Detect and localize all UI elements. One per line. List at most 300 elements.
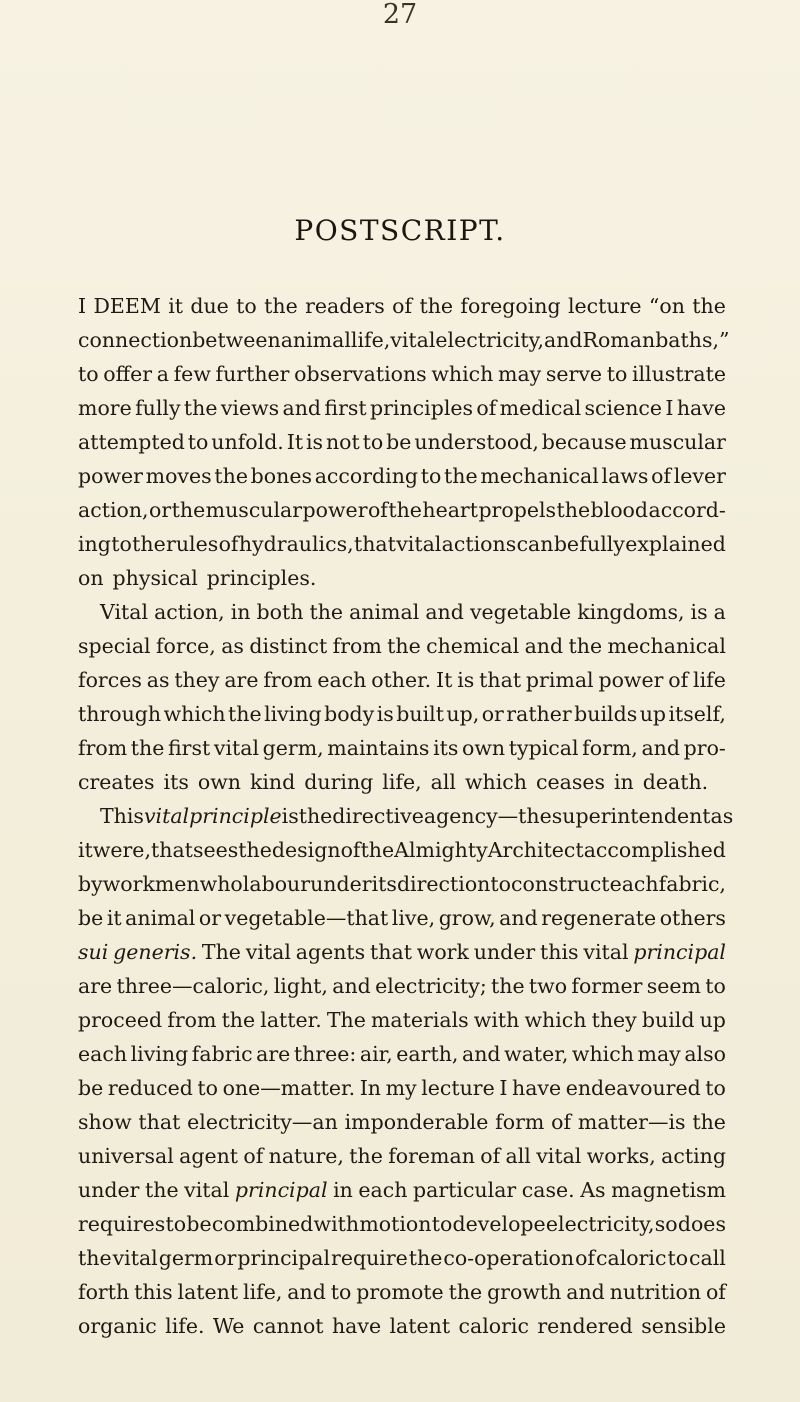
word: up, bbox=[446, 702, 480, 726]
word: of bbox=[476, 396, 497, 420]
word: It bbox=[436, 668, 453, 692]
word: the bbox=[264, 294, 298, 318]
word: explained bbox=[625, 532, 726, 556]
word: its bbox=[433, 736, 459, 760]
word: I bbox=[78, 294, 87, 318]
word: We bbox=[212, 1314, 245, 1338]
text-line bbox=[78, 289, 726, 323]
body-text bbox=[78, 289, 734, 1343]
word: work bbox=[416, 940, 469, 964]
word: laws bbox=[601, 464, 649, 488]
word: each bbox=[609, 872, 659, 896]
text-line bbox=[78, 357, 726, 391]
word: both bbox=[256, 600, 304, 624]
word: with bbox=[473, 1008, 520, 1032]
word: vital bbox=[112, 1246, 158, 1270]
word: life, bbox=[382, 770, 422, 794]
word: each bbox=[317, 668, 367, 692]
word: creates bbox=[78, 770, 155, 794]
text-line bbox=[78, 867, 726, 901]
word: hydraulics, bbox=[238, 532, 354, 556]
word: which bbox=[464, 770, 527, 794]
word: according bbox=[314, 464, 419, 488]
word: generis. bbox=[113, 940, 198, 964]
word: of bbox=[575, 1246, 595, 1270]
word: works, bbox=[586, 1144, 656, 1168]
word: its bbox=[163, 770, 189, 794]
text-line bbox=[78, 391, 726, 425]
word: latent bbox=[389, 1314, 451, 1338]
word: few bbox=[173, 362, 211, 386]
word: the bbox=[171, 498, 206, 522]
word: The bbox=[201, 940, 241, 964]
text-line bbox=[78, 663, 726, 697]
word: that bbox=[479, 668, 522, 692]
word: other. bbox=[371, 668, 432, 692]
word: may bbox=[637, 1042, 681, 1066]
word: own bbox=[197, 770, 241, 794]
word: it bbox=[78, 838, 93, 862]
word: to bbox=[667, 1246, 689, 1270]
word: or bbox=[481, 702, 504, 726]
word: the bbox=[388, 498, 422, 522]
word: magnetism bbox=[611, 1178, 726, 1202]
word: the bbox=[238, 838, 272, 862]
word: between bbox=[192, 328, 281, 352]
word: to bbox=[705, 974, 726, 998]
text-line bbox=[78, 459, 726, 493]
word: Almighty bbox=[394, 838, 488, 862]
word: and bbox=[543, 328, 583, 352]
word: nature, bbox=[268, 1144, 344, 1168]
word: principal bbox=[237, 1246, 331, 1270]
word: workmen bbox=[102, 872, 200, 896]
word: each bbox=[78, 1042, 128, 1066]
word: of bbox=[551, 1110, 572, 1134]
word: blood bbox=[590, 498, 649, 522]
text-line bbox=[78, 697, 726, 731]
word: principal bbox=[234, 1178, 328, 1202]
word: that bbox=[370, 940, 412, 964]
word: illustrate bbox=[631, 362, 726, 386]
word: living bbox=[264, 702, 322, 726]
word: be bbox=[186, 1212, 212, 1236]
word: accord- bbox=[648, 498, 726, 522]
word: more bbox=[78, 396, 132, 420]
text-line bbox=[78, 425, 726, 459]
word: vital bbox=[390, 328, 436, 352]
word: the bbox=[692, 1110, 726, 1134]
word: attempted bbox=[78, 430, 185, 454]
word: require bbox=[331, 1246, 408, 1270]
word: electricity, bbox=[435, 328, 544, 352]
word: forth bbox=[78, 1280, 130, 1304]
word: design bbox=[271, 838, 341, 862]
word: materials bbox=[370, 1008, 469, 1032]
word: ceases bbox=[535, 770, 605, 794]
word: kingdoms, bbox=[577, 600, 685, 624]
word: the bbox=[214, 464, 248, 488]
word: fully bbox=[579, 532, 625, 556]
word: be bbox=[78, 906, 104, 930]
word: vital bbox=[213, 736, 260, 760]
word: animal bbox=[349, 600, 420, 624]
word: moves bbox=[145, 464, 212, 488]
word: of bbox=[218, 532, 239, 556]
word: directive bbox=[332, 804, 424, 828]
word: and bbox=[282, 396, 322, 420]
word: from bbox=[78, 736, 128, 760]
word: organic bbox=[78, 1314, 157, 1338]
word: fully bbox=[135, 396, 181, 420]
word: they bbox=[591, 1008, 637, 1032]
word: be bbox=[386, 430, 412, 454]
word: to bbox=[606, 362, 628, 386]
text-line bbox=[78, 323, 730, 357]
word: agent bbox=[179, 1144, 239, 1168]
word: it bbox=[168, 294, 183, 318]
word: itself, bbox=[668, 702, 726, 726]
word: animal bbox=[280, 328, 351, 352]
word: offer bbox=[103, 362, 153, 386]
word: case. bbox=[521, 1178, 575, 1202]
word: up bbox=[699, 1008, 726, 1032]
word: grow, bbox=[438, 906, 496, 930]
word: vital bbox=[245, 940, 291, 964]
word: due bbox=[190, 294, 229, 318]
word: of bbox=[668, 668, 689, 692]
word: the bbox=[145, 1178, 179, 1202]
word: life bbox=[693, 668, 726, 692]
word: former bbox=[571, 974, 643, 998]
word: physical bbox=[112, 566, 198, 590]
word: or bbox=[149, 498, 172, 522]
word: this bbox=[540, 940, 579, 964]
word: power bbox=[78, 464, 143, 488]
word: from bbox=[263, 668, 313, 692]
word: or bbox=[198, 906, 222, 930]
word: the bbox=[444, 464, 478, 488]
word: Roman bbox=[582, 328, 656, 352]
word: growth bbox=[487, 1280, 562, 1304]
word: latter. bbox=[260, 1008, 322, 1032]
word: vital bbox=[583, 940, 629, 964]
word: does bbox=[677, 1212, 726, 1236]
word: which bbox=[163, 702, 226, 726]
word: maintains bbox=[327, 736, 430, 760]
word: are bbox=[78, 974, 113, 998]
word: connection bbox=[78, 328, 193, 352]
word: form, bbox=[582, 736, 638, 760]
word: vital bbox=[396, 532, 442, 556]
word: built bbox=[396, 702, 444, 726]
word: call bbox=[689, 1246, 726, 1270]
word: vegetable—that bbox=[224, 906, 389, 930]
word: all bbox=[430, 770, 456, 794]
word: vegetable bbox=[469, 600, 572, 624]
word: they bbox=[174, 668, 220, 692]
word: this bbox=[134, 1280, 173, 1304]
text-line bbox=[78, 1071, 726, 1105]
word: lecture bbox=[421, 1076, 495, 1100]
word: lecture bbox=[567, 294, 642, 318]
word: action, bbox=[154, 600, 225, 624]
word: readers bbox=[305, 294, 385, 318]
word: earth, bbox=[396, 1042, 459, 1066]
word: to bbox=[187, 430, 209, 454]
word: pro- bbox=[683, 736, 726, 760]
word: bones bbox=[250, 464, 312, 488]
word: is bbox=[305, 430, 324, 454]
word: to bbox=[197, 1076, 219, 1100]
word: to bbox=[705, 1076, 726, 1100]
text-line bbox=[78, 1275, 726, 1309]
word: the bbox=[408, 1246, 443, 1270]
word: in bbox=[230, 600, 251, 624]
word: power bbox=[302, 498, 368, 522]
word: Vital bbox=[100, 600, 149, 624]
word: that bbox=[138, 1110, 181, 1134]
word: life, bbox=[243, 1280, 283, 1304]
word: animal bbox=[125, 906, 196, 930]
word: can bbox=[516, 532, 554, 556]
text-line bbox=[78, 1003, 726, 1037]
word: live, bbox=[391, 906, 436, 930]
word: the bbox=[349, 1144, 383, 1168]
word: foreman bbox=[388, 1144, 475, 1168]
word: a bbox=[156, 362, 169, 386]
word: who bbox=[199, 872, 243, 896]
word: first bbox=[324, 396, 367, 420]
word: the bbox=[132, 532, 166, 556]
word: As bbox=[580, 1178, 606, 1202]
word: sees bbox=[192, 838, 239, 862]
word: be bbox=[78, 1076, 104, 1100]
word: motion bbox=[359, 1212, 432, 1236]
word: under bbox=[473, 940, 536, 964]
word: three—caloric, bbox=[116, 974, 270, 998]
word: life, bbox=[350, 328, 391, 352]
word: which bbox=[431, 362, 494, 386]
word: the bbox=[183, 396, 218, 420]
word: to bbox=[111, 532, 132, 556]
word: to bbox=[362, 430, 384, 454]
word: DEEM bbox=[93, 294, 161, 318]
word: and bbox=[641, 736, 681, 760]
word: the bbox=[130, 736, 165, 760]
word: principle bbox=[189, 804, 282, 828]
text-line bbox=[78, 765, 726, 799]
word: up bbox=[639, 702, 667, 726]
word: form bbox=[495, 1110, 545, 1134]
word: power bbox=[598, 668, 664, 692]
text-line bbox=[78, 629, 726, 663]
word: its bbox=[371, 872, 397, 896]
word: under bbox=[78, 1178, 140, 1202]
word: not bbox=[325, 430, 360, 454]
word: seem bbox=[646, 974, 701, 998]
word: of bbox=[340, 838, 361, 862]
word: primal bbox=[525, 668, 594, 692]
word: were, bbox=[92, 838, 151, 862]
text-line bbox=[78, 527, 726, 561]
word: co-operation bbox=[443, 1246, 575, 1270]
word: is bbox=[376, 702, 394, 726]
word: vital bbox=[536, 1144, 582, 1168]
text-line bbox=[78, 595, 726, 629]
text-line bbox=[78, 1139, 726, 1173]
word: develope bbox=[452, 1212, 546, 1236]
word: on bbox=[78, 566, 104, 590]
word: the bbox=[228, 702, 262, 726]
text-line bbox=[78, 731, 726, 765]
word: force, bbox=[155, 634, 216, 658]
word: understood, bbox=[414, 430, 539, 454]
word: the bbox=[298, 804, 333, 828]
word: of bbox=[480, 1144, 501, 1168]
word: the bbox=[568, 634, 603, 658]
word: to bbox=[236, 294, 257, 318]
word: the bbox=[491, 974, 525, 998]
word: serve bbox=[545, 362, 603, 386]
word: to bbox=[420, 464, 442, 488]
word: two bbox=[528, 974, 568, 998]
word: germ, bbox=[262, 736, 324, 760]
word: distinct bbox=[249, 634, 328, 658]
word: own bbox=[462, 736, 506, 760]
word: to bbox=[490, 872, 511, 896]
word: first bbox=[168, 736, 211, 760]
word: air, bbox=[359, 1042, 393, 1066]
word: body bbox=[324, 702, 375, 726]
word: agents bbox=[295, 940, 366, 964]
word: water, bbox=[504, 1042, 569, 1066]
text-line bbox=[78, 493, 726, 527]
text-line bbox=[78, 901, 726, 935]
word: show bbox=[78, 1110, 132, 1134]
word: through bbox=[78, 702, 162, 726]
word: science bbox=[584, 396, 663, 420]
word: and bbox=[524, 634, 564, 658]
word: the bbox=[692, 294, 726, 318]
word: further bbox=[215, 362, 290, 386]
word: from bbox=[167, 1008, 217, 1032]
text-line bbox=[78, 799, 734, 833]
word: because bbox=[541, 430, 627, 454]
word: matter—is bbox=[577, 1110, 686, 1134]
word: have bbox=[512, 1076, 562, 1100]
word: heart bbox=[422, 498, 478, 522]
word: promote bbox=[356, 1280, 444, 1304]
word: combined bbox=[211, 1212, 314, 1236]
word: principles. bbox=[206, 566, 317, 590]
word: the bbox=[221, 1008, 256, 1032]
word: mechanical bbox=[480, 464, 599, 488]
word: caloric bbox=[458, 1314, 529, 1338]
text-line bbox=[78, 1037, 726, 1071]
word: three: bbox=[293, 1042, 357, 1066]
word: is bbox=[690, 600, 708, 624]
word: to bbox=[431, 1212, 453, 1236]
word: foregoing bbox=[460, 294, 561, 318]
word: muscular bbox=[205, 498, 303, 522]
word: the bbox=[360, 838, 395, 862]
word: also bbox=[684, 1042, 726, 1066]
word: “on bbox=[648, 294, 685, 318]
word: of bbox=[392, 294, 413, 318]
word: fabric bbox=[191, 1042, 253, 1066]
word: life. bbox=[165, 1314, 205, 1338]
word: is bbox=[457, 668, 475, 692]
word: and bbox=[332, 974, 371, 998]
word: acting bbox=[661, 1144, 726, 1168]
word: that bbox=[353, 532, 396, 556]
word: The bbox=[326, 1008, 366, 1032]
word: nutrition bbox=[609, 1280, 702, 1304]
word: In bbox=[359, 1076, 381, 1100]
word: of bbox=[705, 1280, 726, 1304]
word: construct bbox=[511, 872, 610, 896]
word: have bbox=[676, 396, 726, 420]
word: rules bbox=[166, 532, 219, 556]
word: in bbox=[333, 1178, 353, 1202]
word: typical bbox=[508, 736, 579, 760]
word: so bbox=[654, 1212, 678, 1236]
text-line bbox=[78, 561, 726, 595]
word: electricity; bbox=[375, 974, 487, 998]
word: sensible bbox=[641, 1314, 726, 1338]
word: all bbox=[505, 1144, 531, 1168]
word: the bbox=[309, 600, 344, 624]
word: the bbox=[419, 294, 454, 318]
word: action, bbox=[78, 498, 149, 522]
word: are bbox=[224, 668, 259, 692]
word: actions bbox=[441, 532, 517, 556]
word: direction bbox=[396, 872, 491, 896]
word: which bbox=[571, 1042, 634, 1066]
word: rendered bbox=[537, 1314, 633, 1338]
word: one—matter. bbox=[222, 1076, 356, 1100]
word: as bbox=[146, 668, 170, 692]
word: principles bbox=[369, 396, 474, 420]
word: and bbox=[499, 906, 538, 930]
word: medical bbox=[499, 396, 582, 420]
word: particular bbox=[413, 1178, 517, 1202]
word: to bbox=[78, 362, 99, 386]
word: of bbox=[651, 464, 672, 488]
word: rather bbox=[506, 702, 572, 726]
page-title: POSTSCRIPT. bbox=[294, 214, 506, 247]
word: requires bbox=[78, 1212, 166, 1236]
word: reduced bbox=[107, 1076, 193, 1100]
word: or bbox=[214, 1246, 237, 1270]
word: and bbox=[287, 1280, 326, 1304]
word: to bbox=[330, 1280, 352, 1304]
word: my bbox=[385, 1076, 417, 1100]
word: and bbox=[425, 600, 464, 624]
word: proceed bbox=[78, 1008, 163, 1032]
word: I bbox=[665, 396, 674, 420]
word: This bbox=[100, 804, 144, 828]
word: the bbox=[387, 634, 421, 658]
word: electricity, bbox=[545, 1212, 655, 1236]
text-line bbox=[78, 1241, 726, 1275]
word: propels bbox=[478, 498, 557, 522]
word: are bbox=[256, 1042, 291, 1066]
text-line bbox=[78, 935, 726, 969]
word: observations bbox=[294, 362, 427, 386]
word: lever bbox=[673, 464, 726, 488]
